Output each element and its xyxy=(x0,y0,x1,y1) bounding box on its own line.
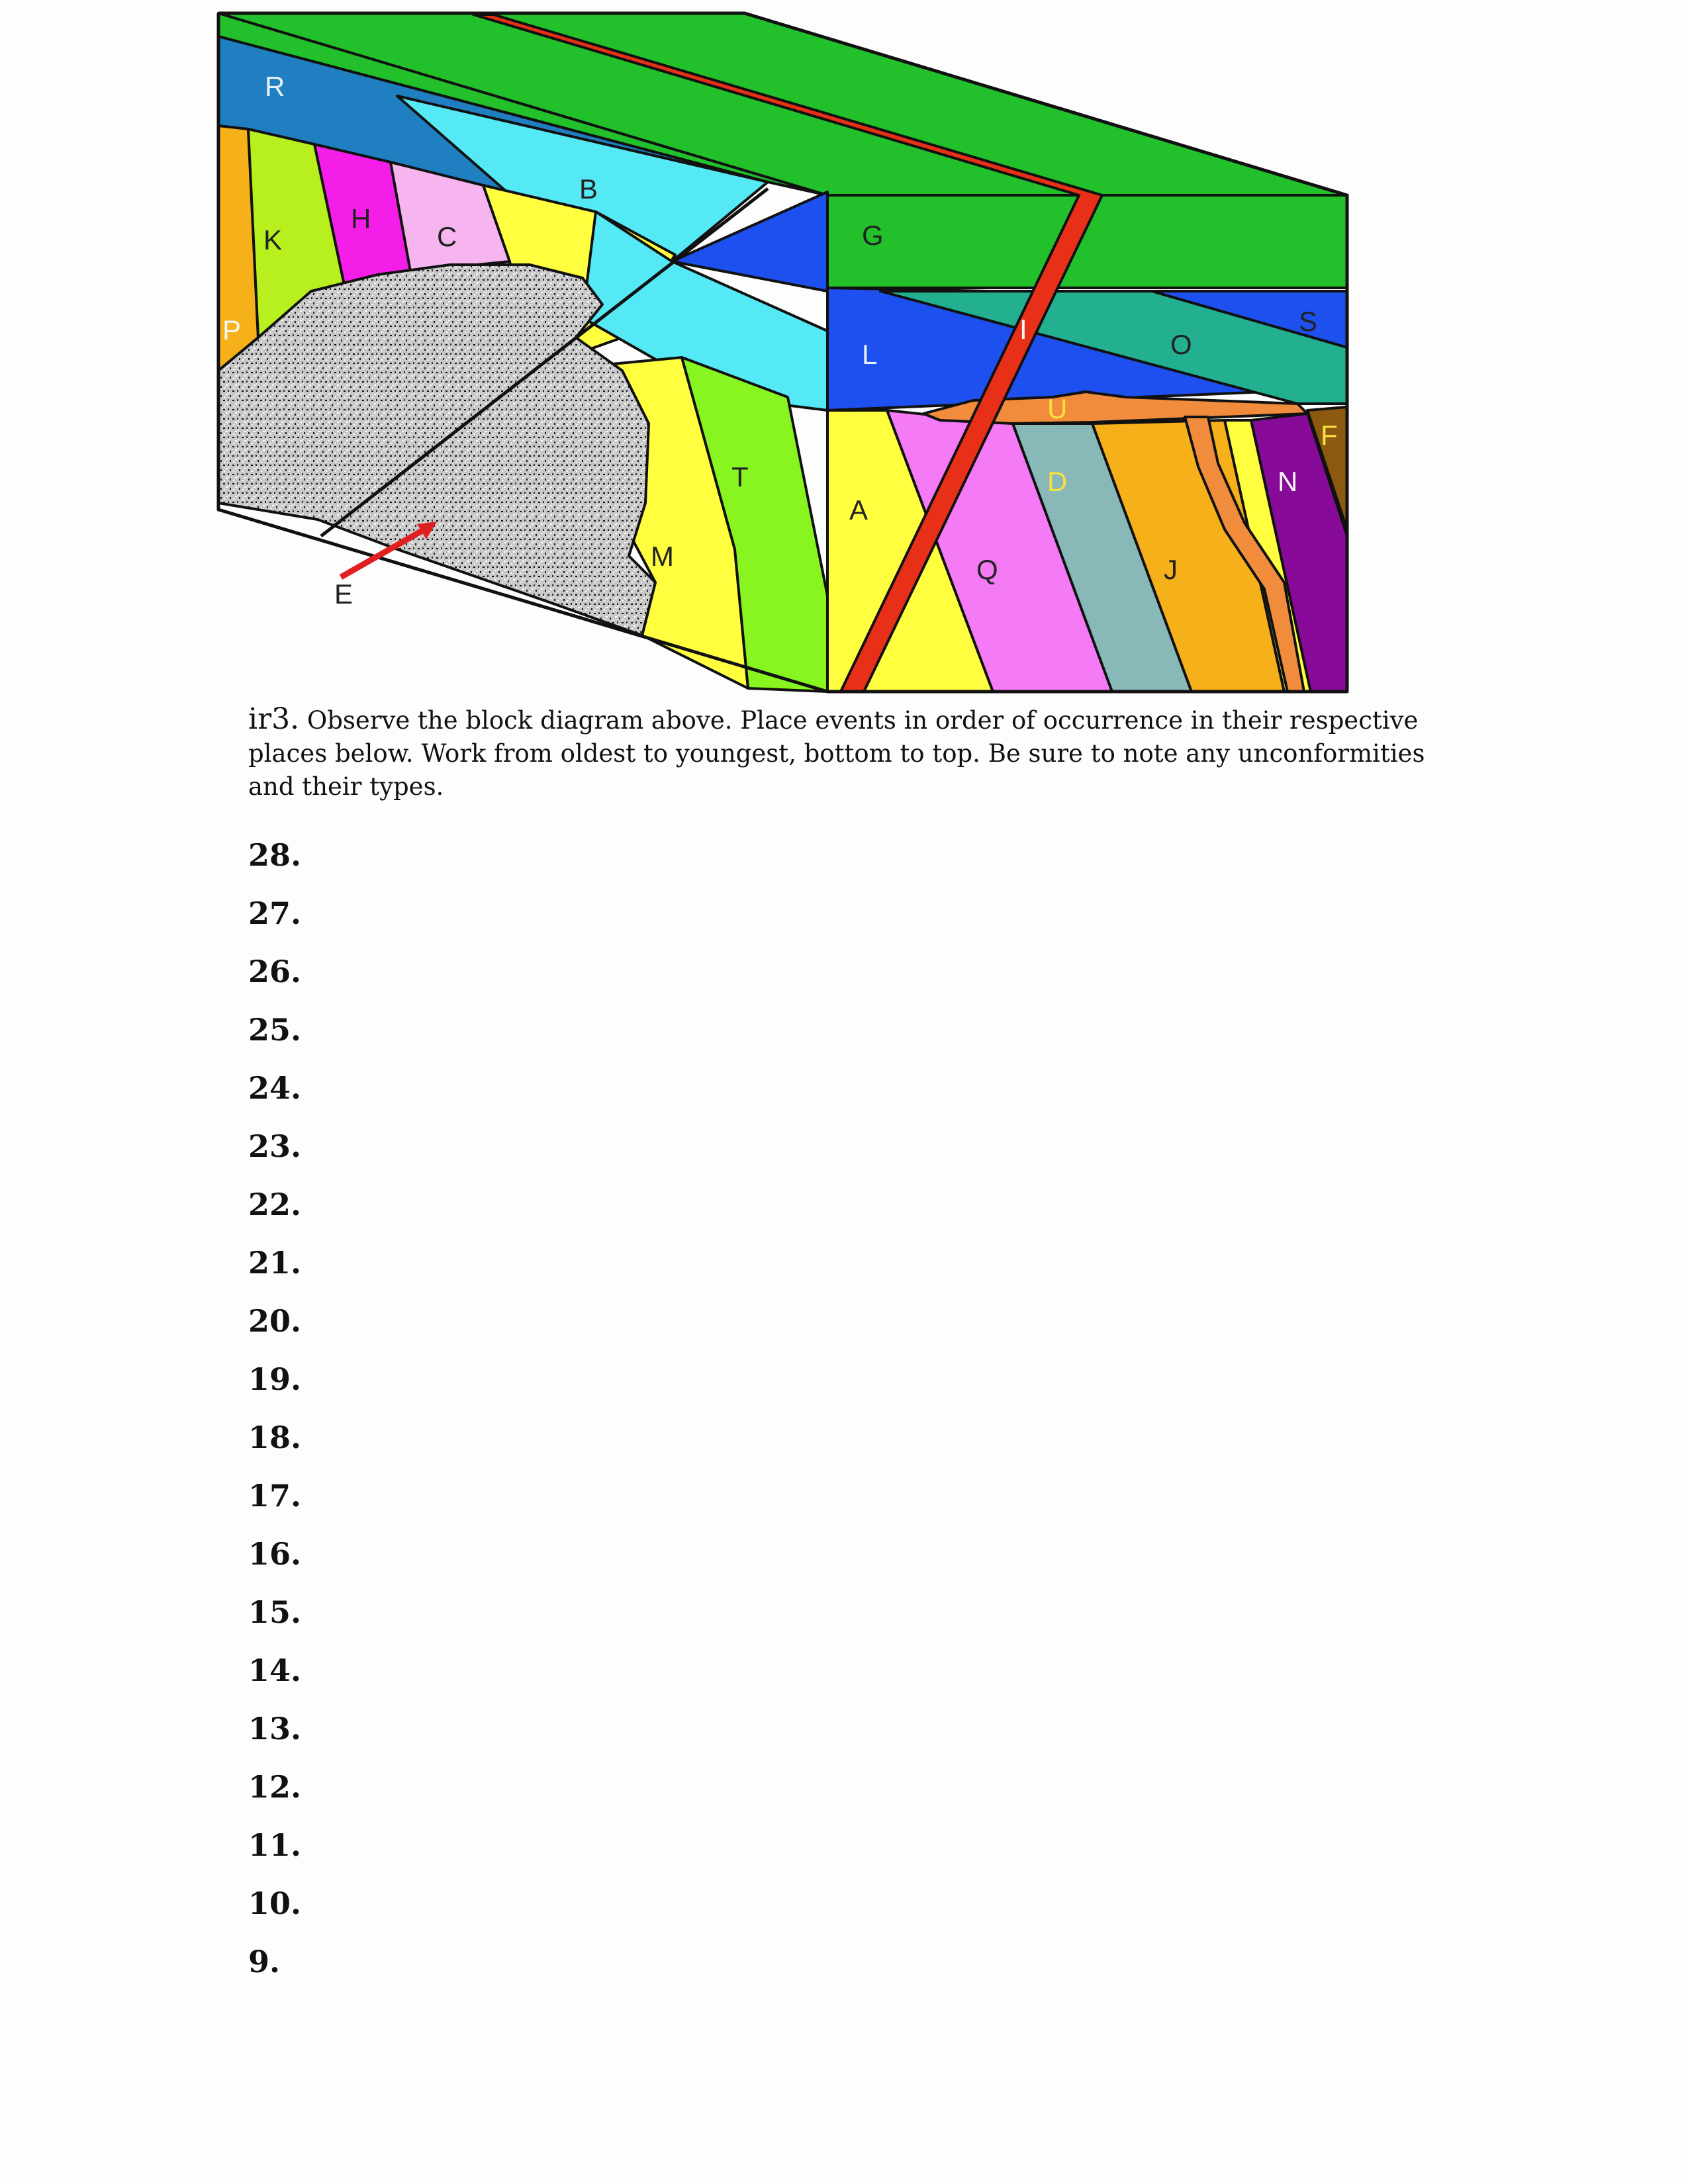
answer-line[interactable]: 13. xyxy=(248,1711,302,1747)
label-e: E xyxy=(334,578,353,610)
answer-line[interactable]: 28. xyxy=(248,837,302,873)
label-f: F xyxy=(1321,420,1338,451)
answer-line[interactable]: 15. xyxy=(248,1594,302,1630)
label-o: O xyxy=(1170,329,1192,360)
answer-line[interactable]: 25. xyxy=(248,1012,302,1048)
intrusion-e xyxy=(218,265,655,635)
label-a: A xyxy=(849,494,868,525)
label-s: S xyxy=(1299,306,1318,337)
answer-line[interactable]: 9. xyxy=(248,1944,281,1979)
label-m: M xyxy=(651,541,674,572)
answer-list xyxy=(248,835,301,2000)
answer-line[interactable]: 10. xyxy=(248,1886,302,1921)
answer-line[interactable]: 17. xyxy=(248,1478,302,1514)
answer-line[interactable]: 24. xyxy=(248,1070,302,1106)
label-u: U xyxy=(1047,393,1068,424)
question-prompt xyxy=(248,703,1460,803)
label-p: P xyxy=(222,314,242,345)
label-d: D xyxy=(1047,466,1068,497)
label-r: R xyxy=(265,71,285,102)
label-t: T xyxy=(731,461,749,492)
answer-line[interactable]: 11. xyxy=(248,1827,302,1863)
label-b: B xyxy=(579,173,598,205)
label-q: Q xyxy=(976,554,998,585)
answer-line[interactable]: 21. xyxy=(248,1245,302,1281)
answer-line[interactable]: 16. xyxy=(248,1536,302,1572)
answer-line[interactable]: 26. xyxy=(248,954,302,989)
answer-line[interactable]: 18. xyxy=(248,1420,302,1455)
answer-line[interactable]: 19. xyxy=(248,1361,302,1397)
geologic-block-diagram xyxy=(0,0,1688,702)
question-text: Observe the block diagram above. Place events in order of occurrence in their respective places below. Work from oldest to youngest, bottom to top. Be sure to note any unconformities and their types. xyxy=(248,706,1425,801)
answer-line[interactable]: 20. xyxy=(248,1303,302,1339)
label-k: K xyxy=(263,224,283,255)
answer-line[interactable]: 22. xyxy=(248,1187,302,1222)
answer-line[interactable]: 14. xyxy=(248,1653,302,1688)
label-l: L xyxy=(862,339,878,370)
label-h: H xyxy=(351,203,371,234)
label-j: J xyxy=(1164,554,1178,585)
label-c: C xyxy=(437,221,457,252)
answer-line[interactable]: 27. xyxy=(248,895,302,931)
answer-line[interactable]: 12. xyxy=(248,1769,302,1805)
label-i: I xyxy=(1019,314,1027,345)
answer-line[interactable]: 23. xyxy=(248,1128,302,1164)
label-g: G xyxy=(862,220,884,251)
label-n: N xyxy=(1278,466,1298,497)
question-number: ir3. xyxy=(248,702,300,736)
